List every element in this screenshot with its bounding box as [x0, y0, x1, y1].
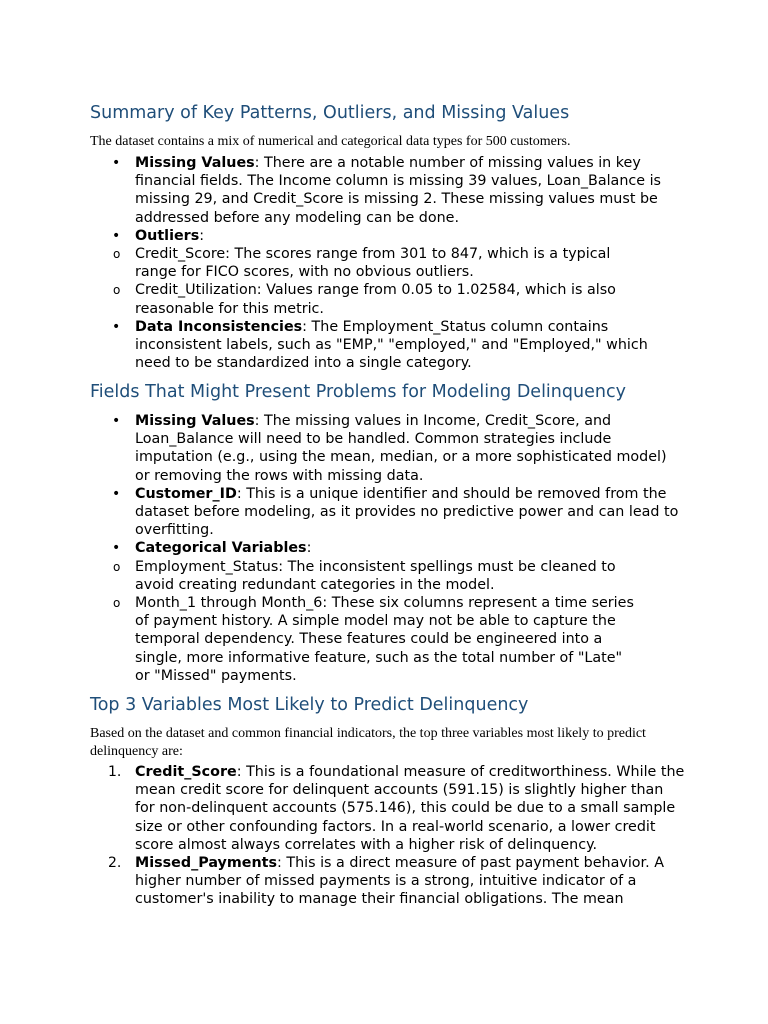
sub-item-text: Month_1 through Month_6: These six columns represent a time series of payment history. A simple model may not be able to capture the temporal dependency. These features could be engineered into a single, more informative feature, such as the total number of "Late" or "Missed" payments.	[135, 595, 634, 684]
sub-bullet-marker: o	[113, 596, 121, 611]
item-text: : This is a unique identifier and should be removed from the dataset before modeling, as it provides no predictive power and can lead to overfitting.	[135, 485, 679, 539]
sub-item-text: Employment_Status: The inconsistent spellings must be cleaned to avoid creating redundant categories in the model.	[135, 558, 616, 593]
sub-list	[90, 245, 685, 318]
item-text: : There are a notable number of missing values in key financial fields. The Income column is missing 39 values, Loan_Balance is missing 29, and Credit_Score is missing 2. These missing values must be addressed before any modeling can be done.	[135, 155, 662, 226]
problem-fields-list	[90, 412, 690, 685]
bullet-marker: •	[112, 227, 121, 244]
section-heading-problem-fields: Fields That Might Present Problems for Modeling Delinquency	[90, 382, 626, 402]
item-term: Categorical Variables	[135, 540, 307, 557]
item-term: Customer_ID	[135, 485, 237, 502]
list-item	[90, 539, 685, 685]
item-term: Outliers	[135, 227, 200, 244]
top-variables-list	[90, 763, 690, 909]
item-text: : The missing values in Income, Credit_Score, and Loan_Balance will need to be handled. Common strategies include imputation (e.g., using the mean, median, or a more sophisticated model) or removing the rows with missing data.	[135, 413, 667, 484]
item-text: : The Employment_Status column contains inconsistent labels, such as "EMP," "employed," and "Employed," which need to be standardized into a single category.	[135, 318, 648, 372]
item-text: : This is a direct measure of past payment behavior. A higher number of missed payments is a strong, intuitive indicator of a customer's inability to manage their financial obligations. The mean	[135, 855, 664, 908]
bullet-marker: •	[112, 413, 121, 429]
sub-list	[90, 558, 685, 685]
sub-list-item	[90, 245, 640, 281]
item-term: Credit_Score	[135, 764, 237, 780]
bullet-marker: •	[112, 155, 121, 171]
sub-item-text: Credit_Score: The scores range from 301 to 847, which is a typical range for FICO scores, with no obvious outliers.	[135, 246, 611, 281]
number-marker: 2.	[108, 855, 122, 872]
bullet-marker: •	[112, 540, 121, 557]
section-heading-summary: Summary of Key Patterns, Outliers, and Missing Values	[90, 103, 570, 123]
item-text: :	[306, 540, 312, 557]
sub-list-item	[90, 281, 640, 317]
sub-bullet-marker: o	[113, 283, 121, 298]
list-item	[90, 763, 685, 854]
bullet-marker: •	[112, 485, 121, 502]
item-term: Missing Values	[135, 413, 255, 429]
list-item	[90, 485, 685, 540]
section-intro-summary: The dataset contains a mix of numerical and categorical data types for 500 customers.	[90, 134, 571, 149]
item-term: Data Inconsistencies	[135, 318, 303, 335]
list-item	[90, 154, 685, 227]
item-text: : This is a foundational measure of creditworthiness. While the mean credit score for delinquent accounts (591.15) is slightly higher than for non-delinquent accounts (575.146), this could be due to a small sample size or other confounding factors. In a real-world scenario, a lower credit score almost always correlates with a higher risk of delinquency.	[135, 764, 685, 853]
number-marker: 1.	[108, 764, 122, 780]
section-heading-top-variables: Top 3 Variables Most Likely to Predict Delinquency	[90, 695, 529, 715]
section-intro-top-variables: Based on the dataset and common financial indicators, the top three variables most likely to predict delinquency are:	[90, 726, 646, 759]
sub-list-item	[90, 594, 640, 685]
list-item	[90, 412, 685, 485]
item-text: :	[199, 227, 205, 244]
list-item	[90, 854, 685, 909]
sub-bullet-marker: o	[113, 247, 121, 262]
list-item	[90, 227, 685, 318]
summary-list	[90, 154, 690, 372]
item-term: Missing Values	[135, 155, 255, 171]
sub-item-text: Credit_Utilization: Values range from 0.05 to 1.02584, which is also reasonable for this metric.	[135, 282, 616, 317]
list-item	[90, 318, 685, 373]
item-term: Missed_Payments	[135, 855, 277, 872]
sub-bullet-marker: o	[113, 559, 121, 574]
sub-list-item	[90, 558, 640, 594]
bullet-marker: •	[112, 318, 121, 335]
